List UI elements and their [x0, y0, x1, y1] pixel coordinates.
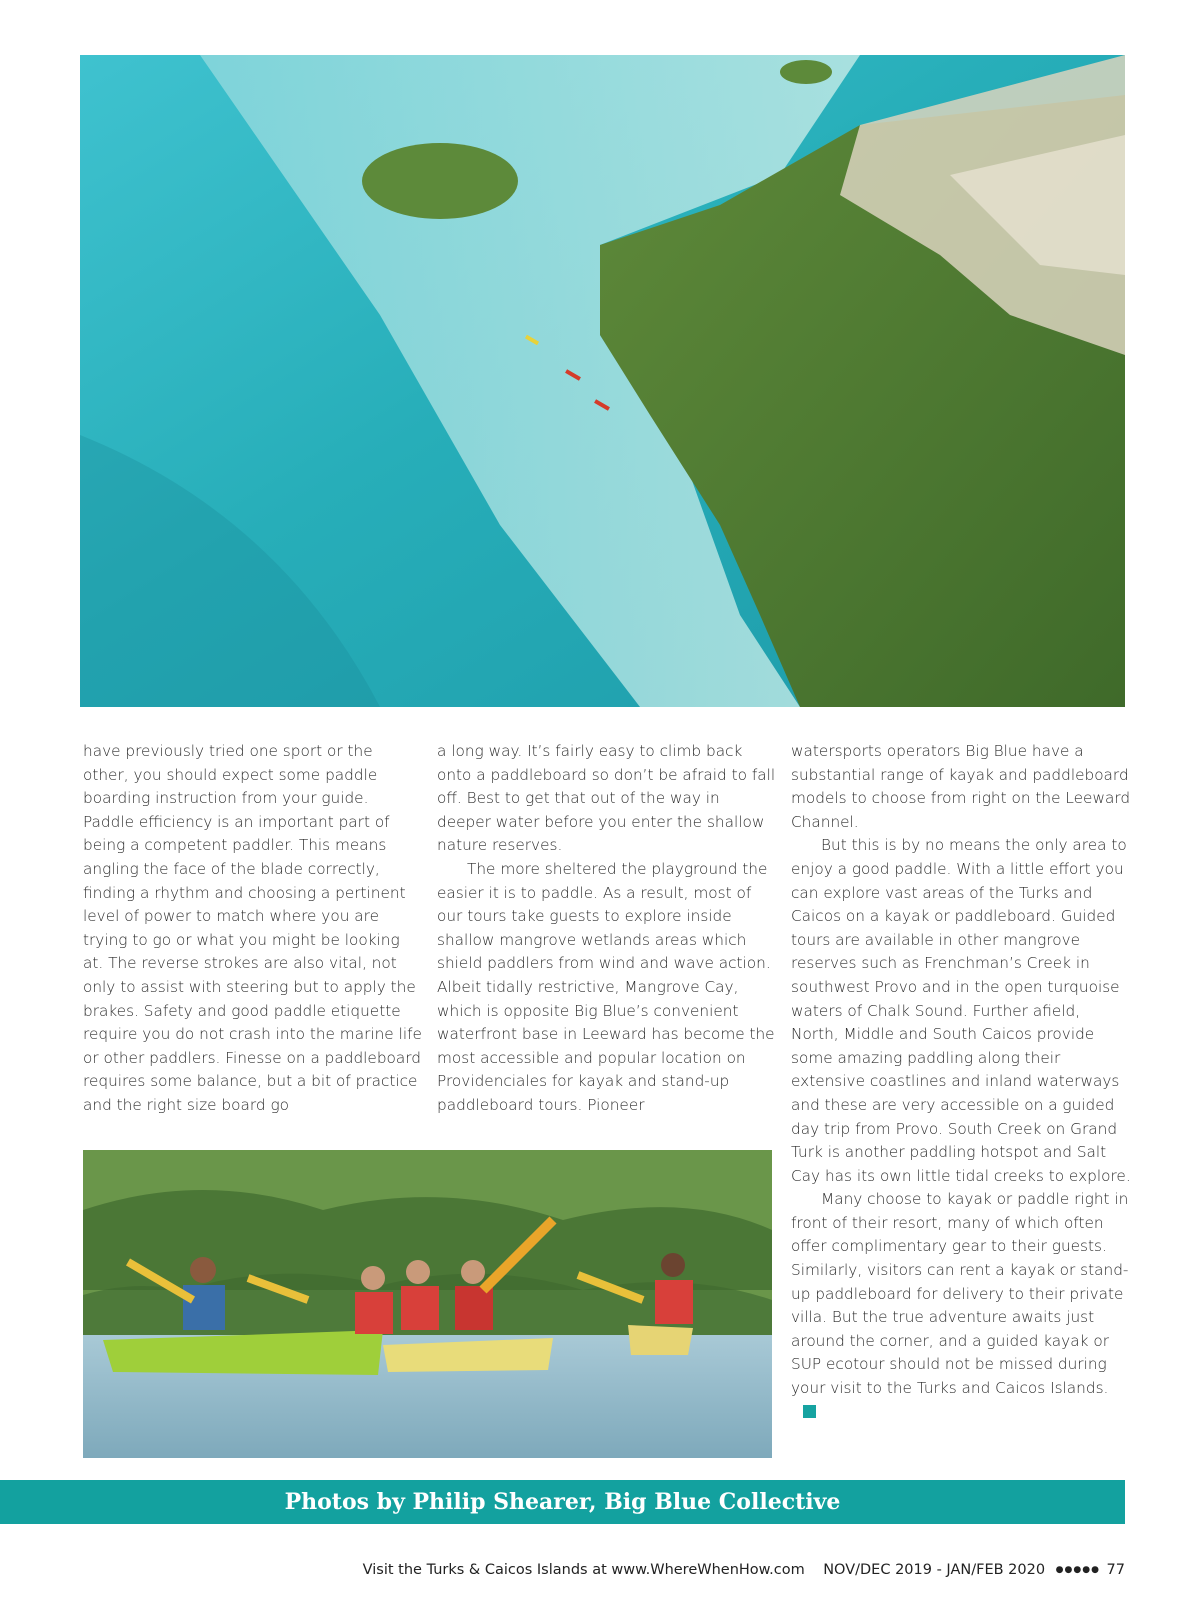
text-column-2 — [437, 740, 777, 1118]
footer-dots: ●●●●● — [1055, 1565, 1100, 1575]
footer-issue: NOV/DEC 2019 - JAN/FEB 2020 — [823, 1562, 1046, 1578]
kayakers-photo-graphic — [83, 1150, 772, 1458]
col3-paragraph-1: watersports operators Big Blue have a substantial range of kayak and paddleboard models to choose from right on the Leeward Channel. — [791, 742, 1131, 831]
col2-paragraph-1: a long way. It’s fairly easy to climb back onto a paddleboard so don’t be afraid to fall off. Best to get that out of the way in deeper water before you enter the shallow nature reserves. — [437, 742, 776, 855]
page-footer — [363, 1562, 1125, 1578]
page-number: 77 — [1106, 1562, 1125, 1578]
text-column-1 — [83, 740, 423, 1118]
aerial-photo — [80, 55, 1125, 707]
col3-paragraph-2: But this is by no means the only area to enjoy a good paddle. With a little effort you can explore vast areas of the Turks and Caicos on a kayak or paddleboard. Guided tours are available in other mangrove reserves such as Frenchman’s Creek in southwest Provo and in the open turquoise waters of Chalk Sound. Further afield, North, Middle and South Caicos provide some amazing paddling along their extensive coastlines and inland waterways and these are very accessible on a guided day trip from Provo. South Creek on Grand Turk is another paddling hotspot and Salt Cay has its own little tidal creeks to explore. — [791, 836, 1131, 1185]
photo-credit: Photos by Philip Shearer, Big Blue Collective — [284, 1489, 841, 1515]
kayakers-photo — [83, 1150, 772, 1458]
text-column-3 — [791, 740, 1131, 1424]
photo-credit-bar — [0, 1480, 1125, 1524]
end-mark-icon — [803, 1405, 816, 1418]
col3-paragraph-3 — [791, 1188, 1131, 1424]
col1-paragraph-1: have previously tried one sport or the other, you should expect some paddle boarding instruction from your guide. Paddle efficiency is an important part of being a competent paddler. This means angling the face of the blade correctly, finding a rhythm and choosing a pertinent level of power to match where you are trying to go or what you might be looking at. The reverse strokes are also vital, not only to assist with steering but to apply the brakes. Safety and good paddle etiquette require you do not crash into the marine life or other paddlers. Finesse on a paddleboard requires some balance, but a bit of practice and the right size board go — [83, 742, 422, 1114]
col3-paragraph-3-text: Many choose to kayak or paddle right in front of their resort, many of which often offer complimentary gear to their guests. Similarly, visitors can rent a kayak or stand-up paddleboard for delivery to their private villa. But the true adventure awaits just around the corner, and a guided kayak or SUP ecotour should not be missed during your visit to the Turks and Caicos Islands. — [791, 1190, 1129, 1398]
footer-visit-text: Visit the Turks & Caicos Islands at www.WhereWhenHow.com — [362, 1562, 805, 1578]
col2-paragraph-2: The more sheltered the playground the easier it is to paddle. As a result, most of our tours take guests to explore inside shallow mangrove wetlands areas which shield paddlers from wind and wave action. Albeit tidally restrictive, Mangrove Cay, which is opposite Big Blue’s convenient waterfront base in Leeward has become the most accessible and popular location on Providenciales for kayak and stand-up paddleboard tours. Pioneer — [437, 859, 775, 1114]
aerial-photo-graphic — [80, 55, 1125, 707]
